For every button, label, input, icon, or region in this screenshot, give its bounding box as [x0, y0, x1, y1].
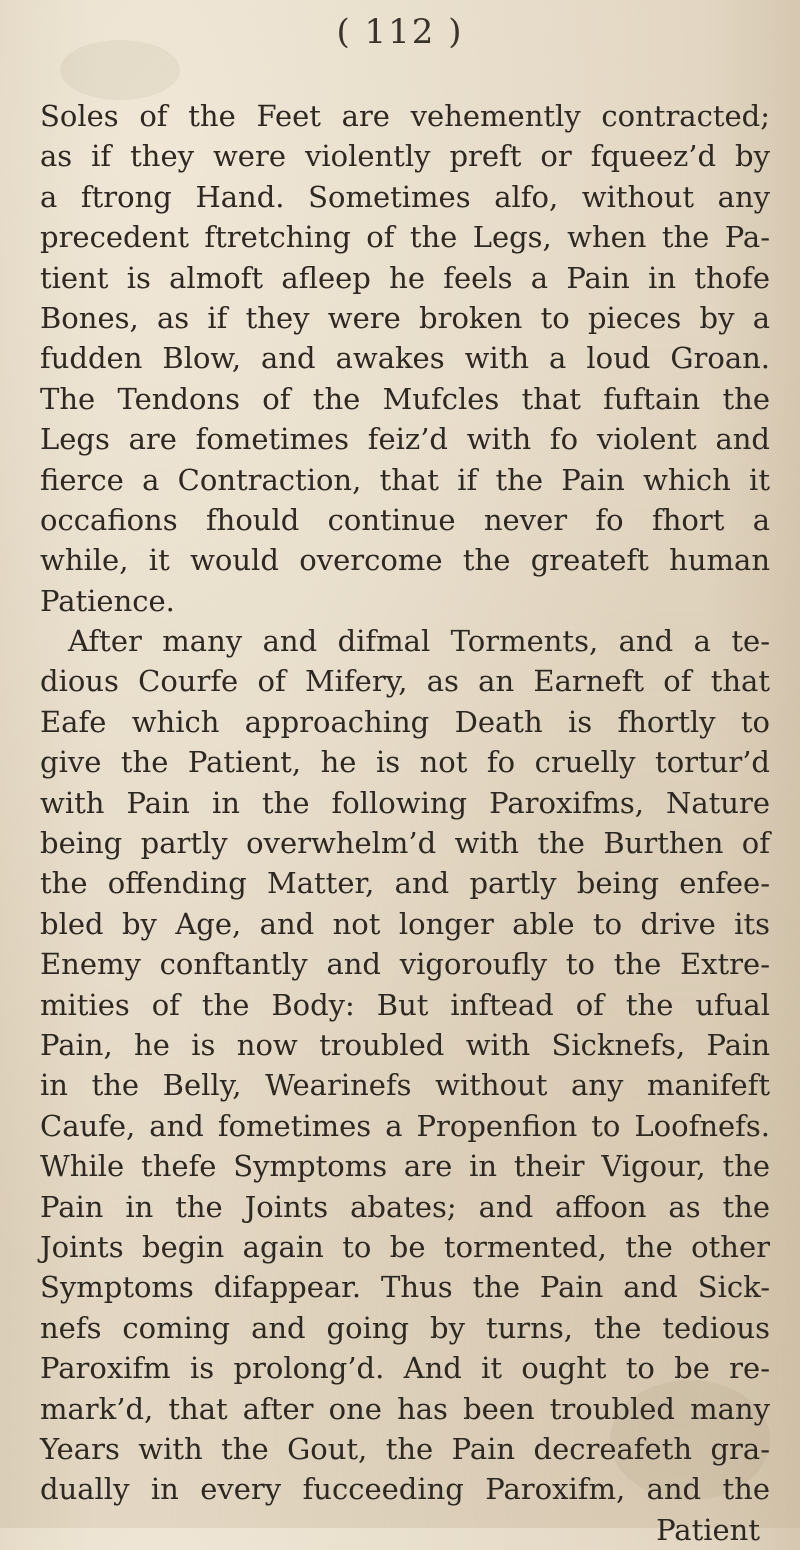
text-line: give the Patient, he is not fo cruelly tortur’d [40, 745, 770, 780]
text-line: with Pain in the following Paroxifms, Nature [40, 785, 770, 820]
text-line: Pain in the Joints abates; and affoon as the [40, 1189, 770, 1224]
text-line: mark’d, that after one has been troubled many [40, 1391, 770, 1426]
text-line: Soles of the Feet are vehemently contracted; [40, 99, 770, 133]
text-line: tient is almoft afleep he feels a Pain in thofe [40, 260, 770, 295]
text-line: Symptoms difappear. Thus the Pain and Sick- [40, 1270, 770, 1305]
text-line: being partly overwhelm’d with the Burthen of [40, 826, 770, 861]
text-line: while, it would overcome the greateft human [40, 543, 770, 578]
text-line: occafions fhould continue never fo fhort a [40, 502, 770, 537]
text-line: Caufe, and fometimes a Propenfion to Loofnefs. [40, 1108, 770, 1143]
text-line: dually in every fucceeding Paroxifm, and the [40, 1472, 770, 1507]
text-line: The Tendons of the Mufcles that fuftain the [40, 381, 770, 416]
text-line: bled by Age, and not longer able to drive its [40, 906, 770, 941]
text-line: Bones, as if they were broken to pieces by a [40, 300, 770, 335]
text-line: fudden Blow, and awakes with a loud Groan. [40, 341, 770, 376]
text-line: as if they were violently preft or fqueez’d by [40, 139, 770, 174]
text-line: After many and difmal Torments, and a te- [68, 624, 770, 659]
text-line: mities of the Body: But inftead of the ufual [40, 987, 770, 1022]
catchword: Patient [656, 1512, 760, 1547]
text-line: Paroxifm is prolong’d. And it ought to be re- [40, 1351, 770, 1386]
text-line: While thefe Symptoms are in their Vigour, the [40, 1149, 770, 1184]
text-line: a ftrong Hand. Sometimes alfo, without any [40, 179, 770, 214]
text-line: dious Courfe of Mifery, as an Earneft of that [40, 664, 770, 699]
page-number: ( 112 ) [336, 12, 464, 52]
text-line: precedent ftretching of the Legs, when the Pa- [40, 220, 770, 255]
text-line: Pain, he is now troubled with Sicknefs, Pain [40, 1027, 770, 1062]
text-line: Patience. [40, 583, 175, 618]
text-line: Legs are fometimes feiz’d with fo violent and [40, 422, 770, 457]
text-line: fierce a Contraction, that if the Pain which it [40, 462, 770, 497]
text-line: Years with the Gout, the Pain decreafeth gra- [40, 1431, 770, 1466]
text-line: Enemy conftantly and vigoroufly to the Extre- [40, 947, 770, 982]
text-line: Joints begin again to be tormented, the other [40, 1229, 770, 1264]
text-line: in the Belly, Wearinefs without any manifeft [40, 1068, 770, 1103]
text-line: nefs coming and going by turns, the tedious [40, 1310, 770, 1345]
text-line: Eafe which approaching Death is fhortly to [40, 704, 770, 739]
text-line: the offending Matter, and partly being enfee- [40, 866, 770, 901]
body-text [40, 96, 770, 1550]
